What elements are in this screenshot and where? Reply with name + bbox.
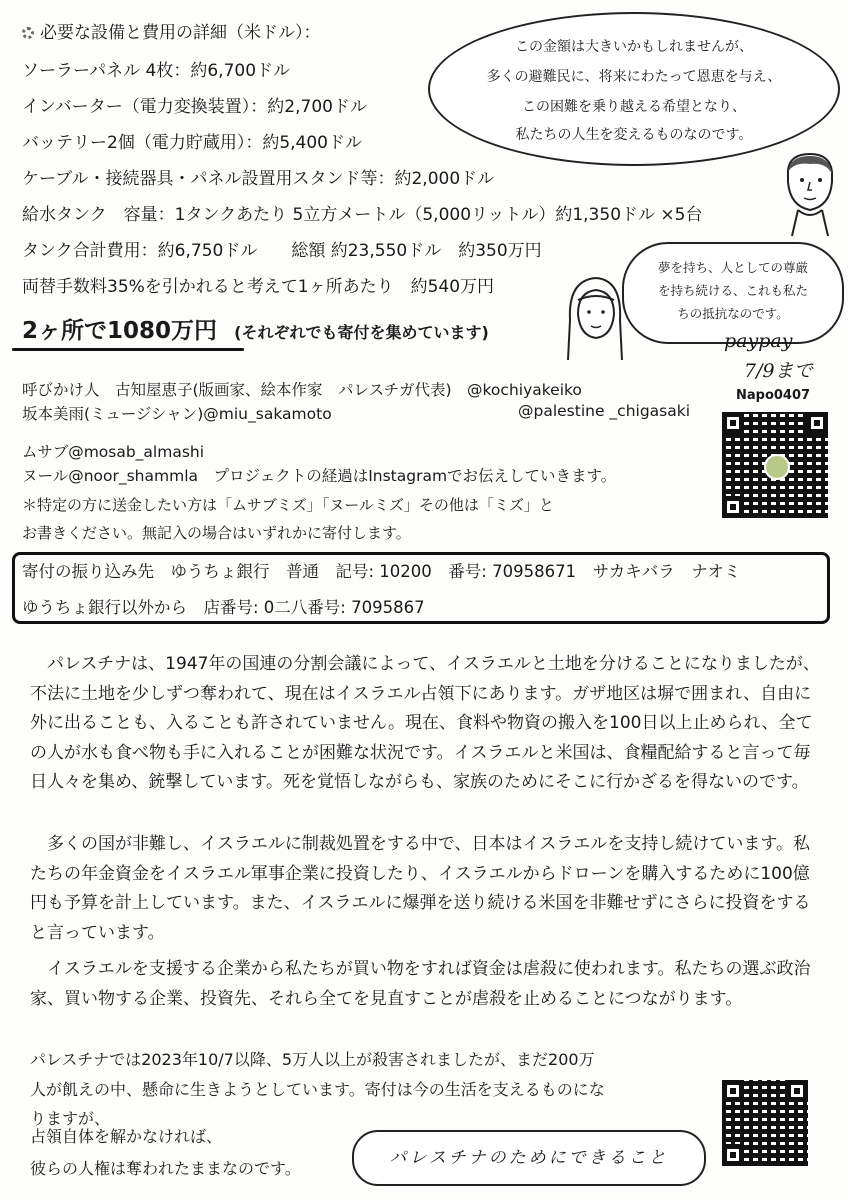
body-paragraph-2 [30,830,820,948]
qr-finder [722,1144,744,1166]
speech-bubble-top [428,12,840,166]
paragraph-text: パレスチナでは2023年10/7以降、5万人以上が殺害されましたが、まだ200万人が飢えの中、懸命に生きようとしています。寄付は今の生活を支えるものになりますが、 [30,1050,605,1128]
transfer-note: ＊特定の方に送金したい方は「ムサブミズ」「ヌールミズ」その他は「ミズ」と [22,496,554,514]
paragraph-text: 多くの国が非難し、イスラエルに制裁処置をする中で、日本はイスラエルを支持し続けています。私たちの年金資金をイスラエル軍事企業に投資したり、イスラエルからドローンを購入するために100億円も予算を計上しています。また、イスラエルに爆弾を送り続ける米国を非難せずにさらに投資をすると言っています。 [30,834,811,943]
transfer-note: お書きください。無記入の場合はいずれかに寄付します。 [22,524,411,542]
speech-bubble-mid [622,242,844,344]
cost-inverter: インバーター（電力変換装置）：約2,700ドル [22,97,367,117]
qr-finder [722,412,744,434]
qr-finder [806,412,828,434]
bubble-top-line: この金額は大きいかもしれませんが、 [515,39,753,55]
bank-line-other: ゆうちょ銀行以外から 店番号: 0二八番号: 7095867 [22,598,425,617]
cost-battery: バッテリー2個（電力貯蔵用）：約5,400ドル [22,133,362,153]
qr-logo-icon [764,454,790,480]
bubble-mid-line: ちの抵抗なのです。 [677,306,789,321]
contact-miu: 坂本美雨(ミュージシャン)@miu_sakamoto [22,405,332,423]
body-line-5: 占領自体を解かなければ、 [30,1127,223,1146]
man-face-icon [776,148,842,238]
contact-palestine-chigasaki: @palestine _chigasaki [518,402,691,420]
paragraph-text: パレスチナは、1947年の国連の分割会議によって、イスラエルと土地を分けることになりましたが、不法に土地を少しずつ奪われて、現在はイスラエル占領下にあります。ガザ地区は塀で囲まれ、自由に外に出ることも、入ることも許されていません。現在、食料や物資の搬入を100日以上止められ、全ての人が水も食べ物も手に入れることが困難な状況です。イスラエルと米国は、食糧配給すると言って毎日人々を集め、銃撃しています。死を覚悟しながらも、家族のためにそこに行かざるを得ないのです。 [30,654,820,792]
body-line-6: 彼らの人権は奪われたままなのです。 [30,1159,301,1178]
cost-tank-total: タンク合計費用：約6,750ドル 総額 約23,550ドル 約350万円 [22,241,542,261]
paypay-title: paypay [724,330,793,352]
cost-water-tank: 給水タンク 容量：1タンクあたり 5立方メートル（5,000リットル）約1,350ドル ×5台 [22,205,703,225]
total-big: 2ヶ所で1080万円 [22,318,218,344]
hand-underline [12,348,244,351]
total-amount-line [22,312,489,345]
organizer-line: 呼びかけ人 古知屋恵子(版画家、絵本作家 パレスチガ代表) @kochiyakeiko [22,381,582,399]
costs-heading: 必要な設備と費用の詳細（米ドル）： [22,18,321,43]
paypay-qr-code[interactable] [722,412,828,518]
contact-mosab: ムサブ@mosab_almashi [22,443,205,461]
cost-cables: ケーブル・接続器具・パネル設置用スタンド等：約2,000ドル [22,169,495,189]
gear-icon [22,27,34,39]
body-paragraph-4 [30,1045,610,1134]
body-paragraph-1 [30,650,820,798]
woman-face-icon [562,270,628,362]
contact-noor: ヌール@noor_shammla プロジェクトの経過はInstagramでお伝えしていきます。 [22,467,617,485]
qr-finder [722,1080,744,1102]
qr-finder [722,496,744,518]
bubble-top-line: この困難を乗り越える希望となり、 [522,99,746,115]
paragraph-text: イスラエルを支援する企業から私たちが買い物をすれば資金は虐殺に使われます。私たちの選ぶ政治家、買い物する企業、投資先、それら全てを見直すことが虐殺を止めることにつながります。 [30,959,811,1009]
bottom-qr-code[interactable] [722,1080,808,1166]
qr-finder [786,1080,808,1102]
cost-solar-panels: ソーラーパネル 4枚：約6,700ドル [22,61,291,81]
bubble-mid-line: 夢を持ち、人としての尊厳 [657,260,808,275]
body-paragraph-3 [30,955,820,1014]
paypay-deadline: 7/9まで [744,360,813,382]
cost-exchange-fee: 両替手数料35%を引かれると考えて1ヶ所あたり 約540万円 [22,277,495,297]
bubble-top-line: 多くの避難民に、将来にわたって恩恵を与え、 [486,69,782,85]
total-note: (それぞれでも寄付を集めています) [234,323,489,342]
bank-line-yucho: 寄付の振り込み先 ゆうちょ銀行 普通 記号: 10200 番号: 70958671 サカキバラ ナオミ [22,562,741,581]
bubble-top-line: 私たちの人生を変えるものなのです。 [515,127,753,143]
bubble-mid-line: を持ち続ける、これも私た [657,283,808,298]
final-bubble: パレスチナのためにできること [352,1130,706,1186]
paypay-id: Napo0407 [736,388,811,403]
